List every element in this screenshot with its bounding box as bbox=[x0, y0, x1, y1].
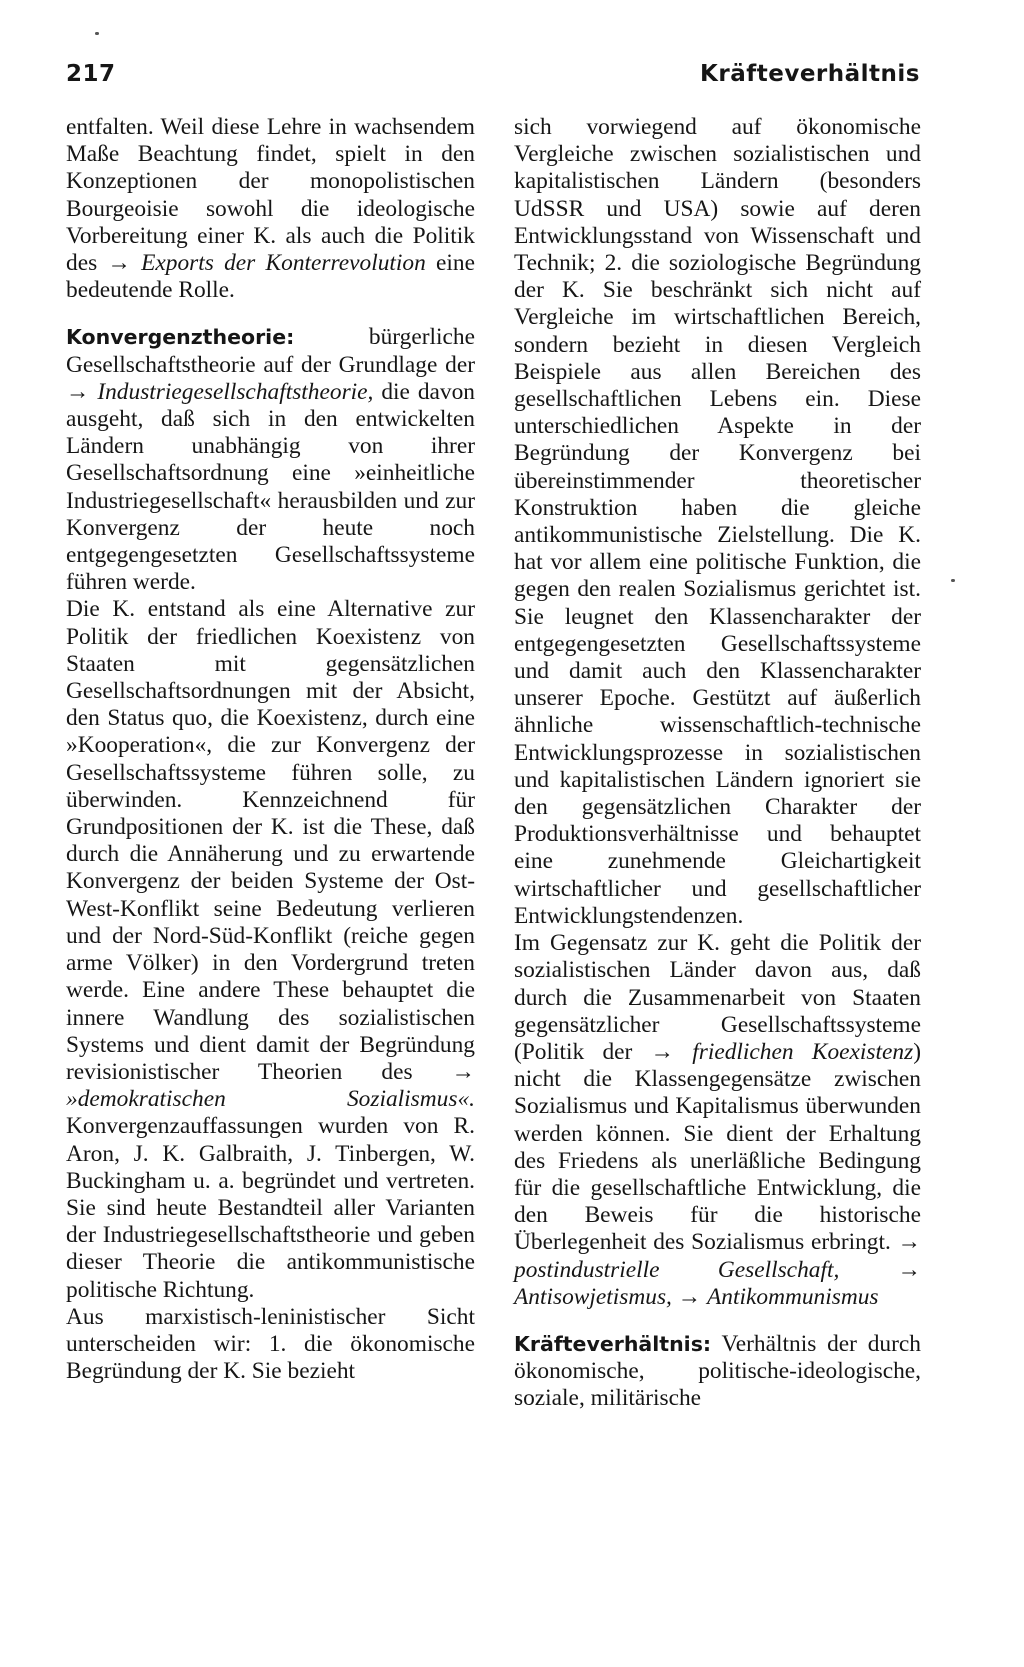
cross-reference-arrow: → bbox=[650, 1038, 674, 1065]
body-paragraph: Die K. entstand als eine Alternative zur Politik der friedlichen Koexistenz von Staaten mit gegensätzlichen Gesellschaftsordnungen mit der Absicht, den Status quo, die Koexistenz, durch eine »Kooperation«, die zur Konvergenz der Gesellschaftssysteme führen solle, zu überwinden. Kennzeichnend für Grundpositionen der K. ist die These, daß durch die Annäherung und zu erwartende Konvergenz der beiden Systeme der Ost-West-Konflikt seine Bedeutung verlieren und der Nord-Süd-Konflikt (reiche gegen arme Völker) in den Vordergrund treten werde. Eine andere These behauptet die innere Wandlung des sozialistischen Systems und dient damit der Begründung revisionistischer Theorien des → »demokratischen Sozialismus«. Konvergenzauffassungen wurden von R. Aron, J. K. Galbraith, J. Tinbergen, W. Buckingham u. a. begründet und vertreten. Sie sind heute Bestandteil aller Varianten der Industriegesellschaftstheorie und geben dieser Theorie die antikommunistische politische Richtung. bbox=[66, 596, 475, 1303]
cross-reference: Exports der Konterrevolution bbox=[141, 250, 426, 277]
page-number: 217 bbox=[66, 61, 116, 87]
cross-reference: Antisowjetismus, bbox=[514, 1283, 672, 1310]
cross-reference: friedlichen Koexistenz bbox=[692, 1038, 914, 1065]
body-paragraph: Aus marxistisch-leninistischer Sicht unterscheiden wir: 1. die ökonomische Begründung der K. Sie bezieht bbox=[66, 1303, 475, 1385]
entry-kraefteverhaeltnis: Kräfteverhältnis: Verhältnis der durch ökonomische, politische-ideologische, soziale, militärische bbox=[514, 1330, 921, 1412]
cross-reference-arrow: → bbox=[677, 1283, 702, 1310]
cross-reference: Industriegesellschaftstheorie, bbox=[97, 378, 374, 405]
cross-reference: postindustrielle Gesellschaft, bbox=[514, 1256, 840, 1283]
scan-speck bbox=[951, 579, 955, 582]
running-title: Kräfteverhältnis bbox=[700, 61, 920, 87]
cross-reference-arrow: → bbox=[451, 1058, 475, 1085]
cross-reference-arrow: → bbox=[66, 378, 90, 405]
body-paragraph: Im Gegensatz zur K. geht die Politik der sozialistischen Länder davon aus, daß durch die Zusammenarbeit von Staaten gegensätzlicher Gesellschaftssysteme (Politik der → friedlichen Koexistenz) nicht die Klassengegensätze zwischen Sozialismus und Kapitalismus überwunden werden können. Sie dient der Erhaltung des Friedens als unerläßliche Bedingung für die gesellschaftliche Entwicklung, die den Beweis für die historische Überlegenheit des Sozialismus erbringt. → postindustrielle Gesellschaft, → Antisowjetismus, → Antikommunismus bbox=[514, 930, 921, 1310]
entry-konvergenztheorie: Konvergenztheorie: bürgerliche Gesellschaftstheorie auf der Grundlage der → Industriegesellschaftstheorie, die davon ausgeht, daß sich in den entwickelten Ländern unabhängig von ihrer Gesellschaftsordnung eine »einheitliche Industriegesellschaft« herausbilden und zur Konvergenz der heute noch entgegengesetzten Gesellschaftssysteme führen werde. bbox=[66, 324, 475, 596]
cross-reference-arrow: → bbox=[897, 1229, 921, 1256]
cross-reference-arrow: → bbox=[897, 1256, 921, 1283]
cross-reference-arrow: → bbox=[107, 250, 131, 277]
cross-reference: »demokratischen Sozialismus«. bbox=[66, 1086, 475, 1113]
right-column bbox=[514, 114, 921, 1413]
scan-speck bbox=[95, 32, 99, 35]
left-column bbox=[66, 114, 475, 1385]
body-paragraph: sich vorwiegend auf ökonomische Vergleiche zwischen sozialistischen und kapitalistischen Ländern (besonders UdSSR und USA) sowie auf deren Entwicklungsstand von Wissenschaft und Technik; 2. die soziologische Begründung der K. Sie beschränkt sich nicht auf Vergleiche im wirtschaftlichen Bereich, sondern bezieht in diesen Vergleich Beispiele aus allen Bereichen des gesellschaftlichen Lebens ein. Diese unterschiedlichen Aspekte in der Begründung der Konvergenz bei übereinstimmender theoretischer Konstruktion haben die gleiche antikommunistische Zielstellung. Die K. hat vor allem eine politische Funktion, die gegen den realen Sozialismus gerichtet ist. Sie leugnet den Klassencharakter der entgegengesetzten Gesellschaftssysteme und damit auch den Klassencharakter unserer Epoche. Gestützt auf äußerlich ähnliche wissenschaftlich-technische Entwicklungsprozesse in sozialistischen und kapitalistischen Ländern ignoriert sie den gegensätzlichen Charakter der Produktionsverhältnisse und behauptet eine zunehmende Gleichartigkeit wirtschaftlicher und gesellschaftlicher Entwicklungstendenzen. bbox=[514, 114, 921, 929]
cross-reference: Antikommunismus bbox=[707, 1283, 879, 1310]
entry-lemma: Kräfteverhältnis: bbox=[514, 1331, 712, 1356]
entry-lemma: Konvergenztheorie: bbox=[66, 325, 295, 350]
entry-continuation-paragraph: entfalten. Weil diese Lehre in wachsendem Maße Beachtung findet, spielt in den Konzeptionen der monopolistischen Bourgeoisie sowohl die ideologische Vorbereitung einer K. als auch die Politik des → Exports der Konterrevolution eine bedeutende Rolle. bbox=[66, 114, 476, 304]
